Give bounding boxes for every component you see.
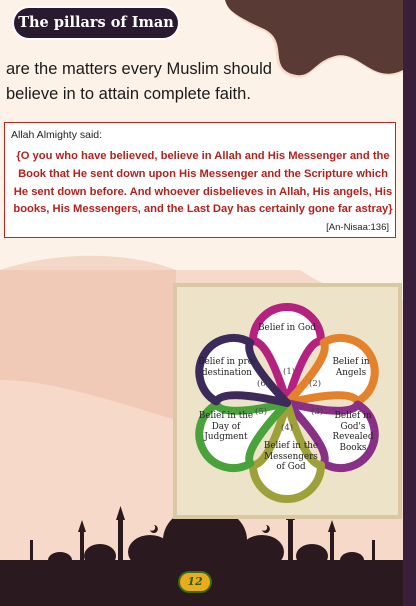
pillar-label: Belief in the Messengers of God [263, 441, 319, 472]
pillar-number: (5) [255, 407, 268, 417]
pillar-label: Belief in God's Revealed Books [332, 411, 374, 453]
pillar-number: (2) [309, 379, 322, 389]
pillar-label: Belief in God [258, 323, 316, 333]
quote-intro: Allah Almighty said: [11, 129, 103, 141]
pillars-diagram [173, 283, 402, 519]
pillar-label: Belief in pre-destination [198, 357, 256, 378]
pillar-number: (4) [281, 423, 294, 433]
right-edge-strip [403, 0, 416, 606]
quote-source: [An-Nisaa:136] [326, 222, 389, 233]
page-number: 12 [180, 573, 210, 591]
pillar-number: (6) [257, 379, 270, 389]
petals-svg [173, 283, 402, 519]
quote-text: {O you who have believed, believe in Allah and His Messenger and the Book that He sent down upon His Messenger and the Scripture which He sent down before. And whoever disbelieves in Allah, His angels, His books, His Messengers, and the Last Day has certainly gone far astray} [13, 150, 393, 216]
pillar-number: (3) [311, 407, 324, 417]
intro-line-1: are the matters every Muslim should [6, 60, 272, 78]
intro-line-2: believe in to attain complete faith. [6, 85, 251, 103]
quran-quote-box [4, 122, 396, 238]
pillar-label: Belief in Angels [332, 357, 370, 378]
pillar-label: Belief in the Day of Judgment [198, 411, 254, 442]
page-title: The pillars of Iman [14, 8, 178, 38]
intro-text [6, 57, 306, 107]
pillar-number: (1) [283, 367, 296, 377]
